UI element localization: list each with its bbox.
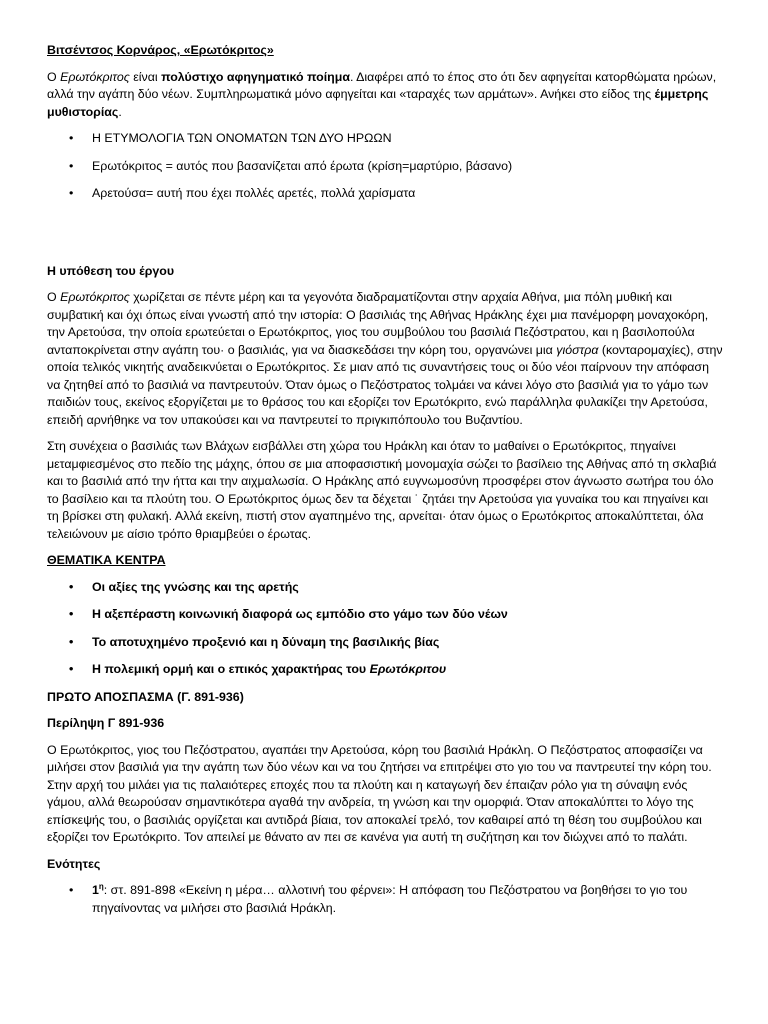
intro-text: . <box>118 104 122 119</box>
summary-heading: Περίληψη Γ 891-936 <box>47 716 165 730</box>
themes-heading: ΘΕΜΑΤΙΚΑ ΚΕΝΤΡΑ <box>47 553 166 567</box>
list-item <box>47 661 723 679</box>
plot-text: χωρίζεται σε πέντε μέρη και τα γεγονότα διαδραματίζονται στην αρχαία Αθήνα, μια πόλη μυθική και συμβατική και όχι όπως είναι γνωστή από την ιστορία: Ο βασιλιάς της Αθήνας Ηράκλης έχει μια πανέμορφη μοναχοκόρη, την Αρετούσα, την οποία ερωτεύεται ο Ερωτόκριτος, γιος του συμβούλου του βασιλιά Πεζόστρατου, και η βασιλοπούλα ανταποκρίνεται στην αγάπη του· ο βασιλιάς, για να διασκεδάσει την κόρη του, οργανώνει μια <box>47 290 709 357</box>
etymology-list <box>47 130 723 203</box>
list-item: • Η ΕΤΥΜΟΛΟΓΙΑ ΤΩΝ ΟΝΟΜΑΤΩΝ ΤΩΝ ΔΥΟ ΗΡΩΩΝ <box>47 130 723 148</box>
plot-paragraph-1 <box>47 289 723 429</box>
intro-text: . Διαφέρει από το έπος στο ότι δεν αφηγείται κατορθώματα ηρώων, αλλά την αγάπη δύο νέων. Συμπληρωματικά μόνο αφηγείται και «ταραχές των αρμάτων». Ανήκει στο είδος της <box>47 69 717 101</box>
theme-text: Η πολεμική ορμή και ο επικός χαρακτήρας του <box>92 662 370 676</box>
document-body <box>47 42 723 917</box>
plot-italic-term: γιόστρα <box>556 342 599 357</box>
unit-text: : στ. 891-898 «Εκείνη η μέρα… αλλοτινή του φέρνει»: Η απόφαση του Πεζόστρατου να βοηθήσει το γιο του πηγαίνοντας να μιλήσει στο βασιλιά Ηράκλη. <box>92 883 688 915</box>
plot-paragraph-2: Στη συνέχεια ο βασιλιάς των Βλάχων εισβάλλει στη χώρα του Ηράκλη και όταν το μαθαίνει ο Ερωτόκριτος, πηγαίνει μεταμφιεσμένος στο πεδίο της μάχης, όπου σε μια αποφασιστική μονομαχία σώζει το βασίλειο της Αθήνας από τη σκλαβιά και το βασιλιά από την ήττα και την αιχμαλωσία. Ο Ηράκλης από ευγνωμοσύνη προσφέρει στον άγνωστο σωτήρα του όλο το βασίλειο και τα πλούτη του. Ο Ερωτόκριτος όμως δεν τα δέχεται ˙ ζητάει την Αρετούσα για γυναίκα του και πηγαίνει και τη βρίσκει στη φυλακή. Αλλά εκείνη, πιστή στον αγαπημένο της, αρνείται· όταν όμως ο Ερωτόκριτος αποκαλύπτεται, όλα τελειώνουν με αίσιο τρόπο θριαμβεύει ο έρωτας. <box>47 439 717 541</box>
summary-paragraph: Ο Ερωτόκριτος, γιος του Πεζόστρατου, αγαπάει την Αρετούσα, κόρη του βασιλιά Ηράκλη. Ο Πεζόστρατος αποφασίζει να μιλήσει στον βασιλιά για την αγάπη των δύο νέων και να του ζητήσει να επιτρέψει στο γιο του να παντρευτεί την κόρη του. Στην αρχή του μιλάει για τις παλαιότερες εποχές που τα πλούτη και η καταγωγή δεν έπαιζαν ρόλο για τη σύναψη ενός γάμου, αλλά θεωρούσαν σημαντικότερα αγαθά την ανδρεία, τη γνώση και την ομορφιά. Όταν αποκαλύπτει το λόγο της επίσκεψής του, ο βασιλιάς οργίζεται και αντιδρά βίαια, τον αποκαλεί τρελό, τον καθαιρεί από τη θέση του συμβούλου και εξορίζει τον Ερωτόκριτο. Τον απειλεί με θάνατο αν πει σε κανένα για αυτή τη συζήτηση και τον διώχνει από το παλάτι. <box>47 742 712 844</box>
unit-ordinal: η <box>98 881 104 891</box>
document-title: Βιτσέντσος Κορνάρος, «Ερωτόκριτος» <box>47 43 274 57</box>
intro-bold-type: έμμετρης μυθιστορίας <box>47 87 709 119</box>
list-item: • Αρετούσα= αυτή που έχει πολλές αρετές, πολλά χαρίσματα <box>47 185 723 203</box>
list-item: • Οι αξίες της γνώσης και της αρετής <box>47 579 723 597</box>
intro-text: Ο <box>47 69 61 84</box>
theme-italic-title: Ερωτόκριτου <box>369 662 447 676</box>
plot-italic-title: Ερωτόκριτος <box>60 290 130 304</box>
units-heading: Ενότητες <box>47 856 101 871</box>
list-item: • Ερωτόκριτος = αυτός που βασανίζεται από έρωτα (κρίση=μαρτύριο, βάσανο) <box>47 158 723 176</box>
plot-heading: Η υπόθεση του έργου <box>47 263 175 278</box>
list-item: • Το αποτυχημένο προξενιό και η δύναμη της βασιλικής βίας <box>47 634 723 652</box>
intro-italic-title: Ερωτόκριτος <box>60 69 130 84</box>
plot-text: Ο <box>47 290 61 304</box>
plot-text: (κονταρομαχίες), στην οποία τελικός νικητής αναδεικνύεται ο Ερωτόκριτος. Σε μιαν από τις συναντήσεις τους οι δύο νέοι παίρνουν την απόφαση να ζητηθεί από το βασιλιά να παντρευτούν. Όταν όμως ο Πεζόστρατος τολμάει να κάνει λόγο στο βασιλιά για το γάμο των παιδιών τους, εκείνος εξοργίζεται με το θράσος του και εξορίζει τον Ερωτόκριτο, ενώ παράλληλα φυλακίζει την Αρετούσα, επειδή αρνήθηκε να τον υπακούσει και να παντρευτεί το πριγκιπόπουλο του Βυζαντίου. <box>47 342 723 427</box>
intro-text: είναι <box>129 69 162 84</box>
spacer <box>47 213 723 263</box>
unit-number: 1 <box>92 883 99 897</box>
list-item: • Η αξεπέραστη κοινωνική διαφορά ως εμπόδιο στο γάμο των δύο νέων <box>47 606 723 624</box>
intro-bold-genre: πολύστιχο αφηγηματικό ποίημα <box>161 69 350 84</box>
list-item <box>47 882 723 917</box>
intro-paragraph <box>47 69 723 122</box>
units-list <box>47 882 723 917</box>
excerpt-heading: ΠΡΩΤΟ ΑΠΟΣΠΑΣΜΑ (Γ. 891-936) <box>47 689 244 704</box>
themes-list <box>47 579 723 679</box>
